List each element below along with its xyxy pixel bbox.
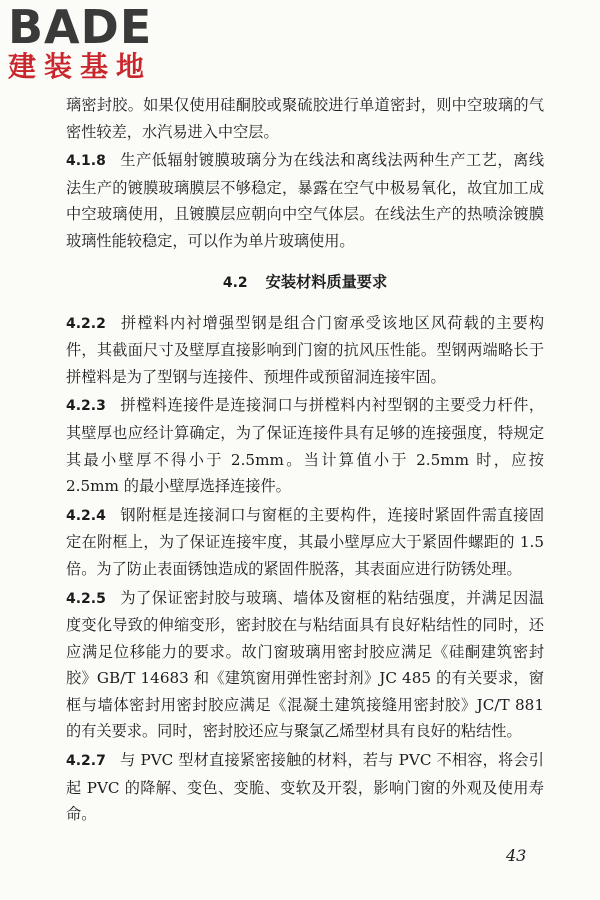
- site-logo: [8, 0, 178, 84]
- clause-4-1-8: [66, 147, 544, 254]
- clause-text: 为了保证密封胶与玻璃、墙体及窗框的粘结强度，并满足因温度变化导致的伸缩变形，密封胶在与粘结面具有良好粘结性的同时，还应满足位移能力的要求。故门窗玻璃用密封胶应满足《硅酮建筑密封胶》GB/T 14683 和《建筑窗用弹性密封剂》JC 485 的有关要求，窗框与墙体密封用密封胶应满足《混凝土建筑接缝用密封胶》JC/T 881 的有关要求。同时，密封胶还应与聚氯乙烯型材具有良好的粘结性。: [66, 588, 544, 741]
- clause-text: 与 PVC 型材直接紧密接触的材料，若与 PVC 不相容，将会引起 PVC 的降解、变色、变脆、变软及开裂，影响门窗的外观及使用寿命。: [66, 751, 544, 824]
- section-heading: [66, 269, 544, 296]
- section-number: 4.2: [222, 274, 248, 291]
- clause-text: 生产低辐射镀膜玻璃分为在线法和离线法两种生产工艺，离线法生产的镀膜玻璃膜层不够稳定，暴露在空气中极易氧化，故宜加工成中空玻璃使用，且镀膜层应朝向中空气体层。在线法生产的热喷涂镀膜玻璃性能较稳定，可以作为单片玻璃使用。: [66, 151, 544, 250]
- page-number: 43: [506, 846, 527, 865]
- document-body: [66, 92, 544, 828]
- section-title: 安装材料质量要求: [265, 272, 388, 291]
- logo-wordmark: BADE: [8, 0, 153, 54]
- clause-number: 4.2.5: [66, 590, 106, 607]
- clause-4-2-3: [66, 392, 544, 499]
- clause-4-2-2: [66, 310, 544, 391]
- clause-text: 钢附框是连接洞口与窗框的主要构件，连接时紧固件需直接固定在附框上，为了保证连接牢度，其最小壁厚应大于紧固件螺距的 1.5 倍。为了防止表面锈蚀造成的紧固件脱落，其表面应进行防锈处理。: [66, 505, 544, 578]
- clause-4-2-7: [66, 747, 544, 828]
- clause-4-2-4: [66, 502, 544, 583]
- clause-number: 4.1.8: [66, 153, 106, 170]
- clause-4-2-5: [66, 585, 544, 746]
- clause-number: 4.2.2: [66, 315, 106, 332]
- clause-number: 4.2.7: [66, 753, 106, 770]
- intro-paragraph: 璃密封胶。如果仅使用硅酮胶或聚硫胶进行单道密封，则中空玻璃的气密性较差，水汽易进入中空层。: [66, 96, 544, 141]
- clause-number: 4.2.3: [66, 398, 106, 415]
- clause-text: 拼樘料连接件是连接洞口与拼樘料内衬型钢的主要受力杆件，其壁厚也应经计算确定，为了保证连接件具有足够的连接强度，特规定其最小壁厚不得小于 2.5mm。当计算值小于 2.5mm 时，应按 2.5mm 的最小壁厚选择连接件。: [66, 396, 544, 496]
- clause-number: 4.2.4: [66, 507, 106, 524]
- clause-text: 拼樘料内衬增强型钢是组合门窗承受该地区风荷载的主要构件，其截面尺寸及壁厚直接影响到门窗的抗风压性能。型钢两端略长于拼樘料是为了型钢与连接件、预埋件或预留洞连接牢固。: [66, 313, 544, 386]
- logo-subtitle: 建装基地: [8, 50, 153, 83]
